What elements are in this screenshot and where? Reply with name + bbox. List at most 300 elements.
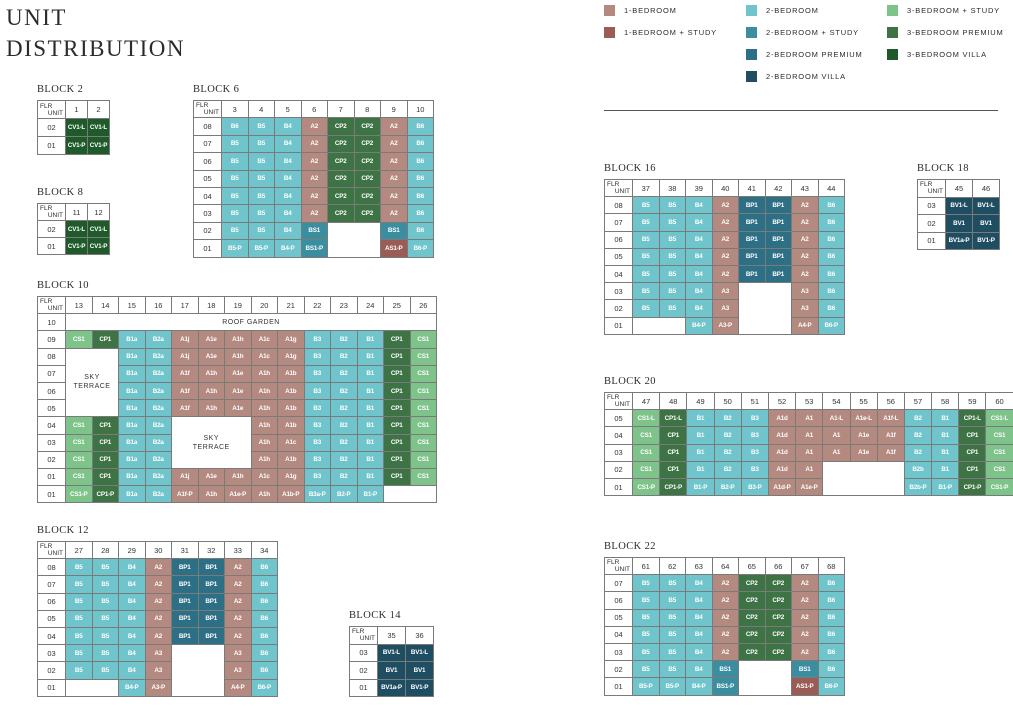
unit-type-cell: B2 bbox=[331, 434, 358, 451]
floor-label: 07 bbox=[38, 365, 66, 382]
unit-type-cell: A1 bbox=[823, 427, 850, 444]
unit-type-cell: B4 bbox=[119, 593, 146, 610]
block-table-b16 bbox=[604, 179, 845, 335]
unit-type-cell: BV1-L bbox=[973, 197, 1000, 215]
unit-type-cell: B4 bbox=[119, 662, 146, 679]
unit-type-cell: A2 bbox=[381, 135, 408, 152]
legend-item bbox=[746, 71, 846, 82]
table-row bbox=[350, 679, 434, 697]
unit-type-cell: B3 bbox=[304, 348, 331, 365]
unit-type-cell: B6 bbox=[251, 559, 278, 576]
unit-type-cell: B1 bbox=[357, 348, 384, 365]
unit-type-cell: BV1 bbox=[406, 662, 434, 680]
unit-type-cell: A1e bbox=[850, 427, 877, 444]
table-row bbox=[605, 197, 845, 214]
unit-type-cell: B2 bbox=[714, 461, 741, 478]
corner-unit-label: UNIT bbox=[47, 212, 63, 219]
unit-type-cell: B1a bbox=[119, 400, 146, 417]
empty-cell bbox=[172, 645, 225, 697]
unit-type-cell: B4 bbox=[119, 610, 146, 627]
floor-label: 03 bbox=[350, 644, 378, 662]
unit-type-cell: B2a bbox=[145, 365, 172, 382]
table-row bbox=[38, 662, 278, 679]
unit-type-cell: AS1-P bbox=[381, 240, 408, 257]
unit-type-cell: B1 bbox=[687, 427, 714, 444]
unit-type-cell: B3 bbox=[304, 331, 331, 348]
unit-type-cell: A2 bbox=[381, 187, 408, 204]
unit-type-cell: B6 bbox=[818, 214, 845, 231]
table-row bbox=[38, 137, 110, 155]
unit-type-cell: A1c bbox=[278, 434, 305, 451]
unit-type-cell: BS1 bbox=[301, 222, 328, 239]
unit-type-cell: B3-P bbox=[741, 478, 768, 495]
unit-type-cell: CS1 bbox=[410, 417, 437, 434]
floor-label: 01 bbox=[38, 486, 66, 503]
unit-type-cell: B5 bbox=[659, 626, 686, 643]
unit-type-cell: B4 bbox=[686, 300, 713, 317]
unit-type-cell: B5 bbox=[633, 283, 660, 300]
unit-type-cell: CS1 bbox=[633, 461, 660, 478]
unit-number-header: 45 bbox=[946, 180, 973, 198]
unit-type-cell: A3 bbox=[145, 662, 172, 679]
unit-type-cell: B4 bbox=[686, 248, 713, 265]
unit-number-header: 62 bbox=[659, 558, 686, 575]
legend-label: 1-BEDROOM bbox=[624, 6, 677, 15]
unit-type-cell: B5 bbox=[633, 609, 660, 626]
unit-type-cell: B5 bbox=[633, 661, 660, 678]
unit-number-header: 48 bbox=[660, 393, 687, 410]
unit-type-cell: B5 bbox=[92, 645, 119, 662]
unit-type-cell: A2 bbox=[792, 231, 819, 248]
unit-number-header: 68 bbox=[818, 558, 845, 575]
unit-type-cell: A2 bbox=[712, 592, 739, 609]
unit-type-cell: A1d bbox=[768, 461, 795, 478]
corner-floor-label: FLR bbox=[40, 543, 53, 551]
unit-number-header: 57 bbox=[904, 393, 931, 410]
unit-type-cell: CV1-P bbox=[88, 137, 110, 155]
unit-type-cell: A2 bbox=[301, 205, 328, 222]
corner-unit-label: UNIT bbox=[614, 188, 630, 196]
unit-type-cell: CP2 bbox=[739, 592, 766, 609]
unit-number-header: 39 bbox=[686, 180, 713, 197]
unit-type-cell: B6-P bbox=[818, 317, 845, 334]
unit-type-cell: A1b bbox=[278, 400, 305, 417]
floor-label: 04 bbox=[38, 627, 66, 644]
unit-type-cell: A1h bbox=[251, 417, 278, 434]
unit-type-cell: B5 bbox=[659, 283, 686, 300]
unit-number-header: 64 bbox=[712, 558, 739, 575]
table-row bbox=[605, 248, 845, 265]
unit-type-cell: A3 bbox=[792, 283, 819, 300]
unit-type-cell: BV1 bbox=[946, 215, 973, 233]
table-row bbox=[38, 238, 110, 255]
empty-cell bbox=[633, 317, 686, 334]
unit-type-cell: A4-P bbox=[792, 317, 819, 334]
unit-type-cell: A1e-L bbox=[850, 410, 877, 427]
unit-number-header: 21 bbox=[278, 297, 305, 314]
floor-label: 06 bbox=[38, 593, 66, 610]
floor-label: 07 bbox=[605, 575, 633, 592]
unit-type-cell: B5 bbox=[659, 643, 686, 660]
unit-type-cell: A1 bbox=[796, 461, 823, 478]
floor-label: 01 bbox=[38, 679, 66, 696]
floor-label: 08 bbox=[38, 559, 66, 576]
unit-type-cell: BP1 bbox=[765, 265, 792, 282]
unit-type-cell: B1 bbox=[932, 410, 959, 427]
unit-number-header: 67 bbox=[792, 558, 819, 575]
unit-type-cell: B6 bbox=[251, 662, 278, 679]
block-table-b14 bbox=[349, 626, 434, 697]
table-row bbox=[38, 627, 278, 644]
unit-number-header: 15 bbox=[119, 297, 146, 314]
unit-type-cell: B1a bbox=[119, 331, 146, 348]
unit-type-cell: B4-P bbox=[686, 317, 713, 334]
unit-type-cell: B2-P bbox=[714, 478, 741, 495]
unit-type-cell: A1f bbox=[877, 427, 904, 444]
unit-type-cell: B5 bbox=[633, 575, 660, 592]
unit-type-cell: CV1-L bbox=[88, 119, 110, 137]
unit-type-cell: B4 bbox=[686, 609, 713, 626]
unit-type-cell: B2-P bbox=[331, 486, 358, 503]
unit-type-cell: A1h bbox=[225, 348, 252, 365]
floor-label: 08 bbox=[194, 118, 222, 135]
unit-type-cell: B6 bbox=[818, 661, 845, 678]
unit-type-cell: CP1 bbox=[384, 468, 411, 485]
table-row bbox=[918, 197, 1000, 215]
block-title: BLOCK 12 bbox=[37, 525, 89, 536]
unit-type-cell: B4 bbox=[119, 645, 146, 662]
legend-swatch bbox=[746, 5, 757, 16]
legend-label: 3-BEDROOM PREMIUM bbox=[907, 28, 1004, 37]
unit-type-cell: A2 bbox=[145, 610, 172, 627]
unit-type-cell: B3a-P bbox=[304, 486, 331, 503]
unit-type-cell: A3 bbox=[792, 300, 819, 317]
unit-type-cell: BP1 bbox=[172, 593, 199, 610]
unit-type-cell: BP1 bbox=[198, 627, 225, 644]
unit-number-header: 56 bbox=[877, 393, 904, 410]
floor-label: 04 bbox=[605, 626, 633, 643]
unit-type-cell: A1f bbox=[877, 444, 904, 461]
unit-type-cell: B5 bbox=[659, 609, 686, 626]
unit-type-cell: B5 bbox=[222, 205, 249, 222]
floor-label: 02 bbox=[918, 215, 946, 233]
floor-label: 01 bbox=[605, 678, 633, 695]
unit-type-cell: CS1 bbox=[410, 348, 437, 365]
corner-unit-label: UNIT bbox=[47, 109, 63, 117]
unit-type-cell: CP1-L bbox=[660, 410, 687, 427]
floor-label: 04 bbox=[194, 187, 222, 204]
table-row bbox=[918, 215, 1000, 233]
floor-label: 01 bbox=[38, 137, 66, 155]
floor-label: 09 bbox=[38, 331, 66, 348]
page-title-line-2: DISTRIBUTION bbox=[6, 36, 185, 61]
unit-type-cell: BV1-L bbox=[406, 644, 434, 662]
unit-number-header: 42 bbox=[765, 180, 792, 197]
floor-label: 03 bbox=[194, 205, 222, 222]
unit-type-cell: CP2 bbox=[328, 153, 355, 170]
unit-type-cell: A2 bbox=[712, 214, 739, 231]
block-table-b22 bbox=[604, 557, 845, 696]
unit-type-cell: A1j bbox=[172, 468, 199, 485]
table-row bbox=[38, 348, 437, 365]
unit-type-cell: B5 bbox=[248, 187, 275, 204]
unit-type-cell: A2 bbox=[792, 643, 819, 660]
floor-label: 02 bbox=[350, 662, 378, 680]
unit-type-cell: B2 bbox=[331, 400, 358, 417]
unit-type-cell: B2a bbox=[145, 434, 172, 451]
unit-type-cell: CP2 bbox=[328, 205, 355, 222]
table-row bbox=[605, 661, 845, 678]
table-row bbox=[605, 461, 1013, 478]
unit-type-cell: CS1 bbox=[633, 444, 660, 461]
unit-number-header: 1 bbox=[66, 101, 88, 119]
unit-type-cell: BV1-P bbox=[406, 679, 434, 697]
unit-type-cell: CS1 bbox=[66, 434, 93, 451]
unit-type-cell: B2 bbox=[714, 427, 741, 444]
unit-type-cell: CP1 bbox=[92, 434, 119, 451]
unit-number-header: 5 bbox=[275, 101, 302, 118]
table-row bbox=[605, 265, 845, 282]
unit-type-cell: CP1 bbox=[92, 331, 119, 348]
unit-number-header: 32 bbox=[198, 542, 225, 559]
unit-type-cell: B1 bbox=[357, 400, 384, 417]
unit-type-cell: A1e bbox=[198, 348, 225, 365]
table-row bbox=[350, 662, 434, 680]
corner-floor-label: FLR bbox=[607, 394, 620, 402]
unit-type-cell: B5 bbox=[633, 248, 660, 265]
unit-type-cell: B2a bbox=[145, 400, 172, 417]
empty-cell bbox=[66, 679, 119, 696]
unit-type-cell: CV1-L bbox=[66, 119, 88, 137]
unit-type-cell: BP1 bbox=[765, 197, 792, 214]
unit-type-cell: B5 bbox=[92, 559, 119, 576]
unit-type-cell: A1 bbox=[796, 427, 823, 444]
unit-type-cell: B6 bbox=[251, 645, 278, 662]
unit-type-cell: B5 bbox=[222, 153, 249, 170]
unit-type-cell: CS1 bbox=[66, 331, 93, 348]
unit-type-cell: B1 bbox=[687, 410, 714, 427]
unit-type-cell: CP1 bbox=[92, 417, 119, 434]
unit-type-cell: B5 bbox=[633, 626, 660, 643]
unit-number-header: 29 bbox=[119, 542, 146, 559]
corner-header bbox=[605, 558, 633, 575]
table-row bbox=[38, 645, 278, 662]
empty-cell bbox=[384, 486, 437, 503]
table-row bbox=[194, 240, 434, 257]
unit-type-cell: BP1 bbox=[739, 231, 766, 248]
unit-number-header: 33 bbox=[225, 542, 252, 559]
unit-type-cell: CS1 bbox=[66, 451, 93, 468]
unit-type-cell: B3 bbox=[741, 410, 768, 427]
unit-type-cell: B4 bbox=[686, 626, 713, 643]
legend-item bbox=[746, 5, 819, 16]
unit-number-header: 27 bbox=[66, 542, 93, 559]
unit-type-cell: A1h bbox=[251, 382, 278, 399]
unit-type-cell: A1h bbox=[198, 486, 225, 503]
table-row bbox=[194, 135, 434, 152]
unit-number-header: 11 bbox=[66, 204, 88, 221]
unit-number-header: 34 bbox=[251, 542, 278, 559]
unit-type-cell: B6 bbox=[818, 283, 845, 300]
unit-type-cell: CP2 bbox=[354, 118, 381, 135]
floor-label: 08 bbox=[38, 348, 66, 365]
unit-type-cell: B4 bbox=[275, 153, 302, 170]
unit-type-cell: A1h bbox=[251, 451, 278, 468]
unit-type-cell: B1-P bbox=[357, 486, 384, 503]
unit-type-cell: B1a bbox=[119, 451, 146, 468]
unit-type-cell: A1c bbox=[251, 468, 278, 485]
unit-type-cell: CV1-L bbox=[66, 221, 88, 238]
legend-item bbox=[887, 5, 1000, 16]
unit-type-cell: B3 bbox=[304, 434, 331, 451]
floor-label: 01 bbox=[350, 679, 378, 697]
floor-label: 07 bbox=[194, 135, 222, 152]
unit-type-cell: A1h bbox=[225, 468, 252, 485]
unit-type-cell: A1 bbox=[796, 410, 823, 427]
unit-number-header: 9 bbox=[381, 101, 408, 118]
unit-type-cell: B6 bbox=[818, 592, 845, 609]
unit-type-cell: CP1 bbox=[384, 417, 411, 434]
unit-type-cell: A2 bbox=[145, 559, 172, 576]
block-title: BLOCK 16 bbox=[604, 163, 656, 174]
unit-type-cell: A1e-P bbox=[796, 478, 823, 495]
unit-type-cell: B2 bbox=[331, 382, 358, 399]
unit-type-cell: A2 bbox=[712, 248, 739, 265]
table-row bbox=[38, 679, 278, 696]
unit-type-cell: B6 bbox=[407, 187, 434, 204]
floor-label: 10 bbox=[38, 314, 66, 331]
unit-type-cell: CV1-L bbox=[88, 221, 110, 238]
unit-type-cell: B1a bbox=[119, 348, 146, 365]
unit-type-cell: CP1 bbox=[660, 461, 687, 478]
unit-type-cell: B1 bbox=[357, 417, 384, 434]
legend bbox=[604, 5, 1004, 91]
legend-item bbox=[746, 27, 859, 38]
unit-type-cell: B5 bbox=[633, 265, 660, 282]
legend-label: 1-BEDROOM + STUDY bbox=[624, 28, 717, 37]
unit-number-header: 59 bbox=[959, 393, 986, 410]
unit-type-cell: CV1-P bbox=[66, 238, 88, 255]
unit-type-cell: B5-P bbox=[248, 240, 275, 257]
unit-type-cell: CV1-P bbox=[66, 137, 88, 155]
unit-type-cell: BS1 bbox=[381, 222, 408, 239]
unit-type-cell: B5 bbox=[66, 593, 93, 610]
unit-type-cell: A2 bbox=[792, 592, 819, 609]
unit-type-cell: CP1 bbox=[92, 451, 119, 468]
table-row bbox=[605, 609, 845, 626]
corner-unit-label: UNIT bbox=[47, 550, 63, 558]
unit-type-cell: BP1 bbox=[198, 610, 225, 627]
unit-type-cell: CP1 bbox=[92, 468, 119, 485]
unit-number-header: 2 bbox=[88, 101, 110, 119]
unit-type-cell: B2 bbox=[331, 468, 358, 485]
unit-type-cell: B1 bbox=[357, 382, 384, 399]
unit-type-cell: CP1 bbox=[384, 434, 411, 451]
unit-number-header: 17 bbox=[172, 297, 199, 314]
unit-type-cell: A2 bbox=[225, 627, 252, 644]
unit-number-header: 16 bbox=[145, 297, 172, 314]
table-row bbox=[38, 221, 110, 238]
unit-type-cell: B5 bbox=[248, 153, 275, 170]
unit-type-cell: BS1-P bbox=[301, 240, 328, 257]
corner-header bbox=[38, 297, 66, 314]
unit-type-cell: BP1 bbox=[765, 214, 792, 231]
unit-type-cell: A3 bbox=[225, 645, 252, 662]
unit-type-cell: BP1 bbox=[172, 559, 199, 576]
unit-type-cell: CS1-P bbox=[633, 478, 660, 495]
floor-label: 03 bbox=[918, 197, 946, 215]
unit-type-cell: CP1 bbox=[384, 400, 411, 417]
unit-type-cell: CS1 bbox=[410, 451, 437, 468]
unit-type-cell: A2 bbox=[225, 559, 252, 576]
unit-type-cell: BP1 bbox=[765, 231, 792, 248]
floor-label: 04 bbox=[605, 265, 633, 282]
legend-swatch bbox=[604, 5, 615, 16]
table-row bbox=[605, 231, 845, 248]
unit-type-cell: B6 bbox=[818, 197, 845, 214]
unit-type-cell: B5 bbox=[633, 643, 660, 660]
unit-type-cell: CP1 bbox=[959, 461, 986, 478]
table-row bbox=[605, 410, 1013, 427]
table-row bbox=[605, 214, 845, 231]
unit-type-cell: A2 bbox=[792, 214, 819, 231]
corner-header bbox=[350, 627, 378, 645]
corner-unit-label: UNIT bbox=[614, 566, 630, 574]
unit-number-header: 47 bbox=[633, 393, 660, 410]
unit-type-cell: B2a bbox=[145, 451, 172, 468]
empty-cell bbox=[823, 461, 905, 495]
unit-type-cell: A2 bbox=[301, 170, 328, 187]
unit-type-cell: B1a bbox=[119, 382, 146, 399]
table-row bbox=[194, 222, 434, 239]
floor-label: 07 bbox=[605, 214, 633, 231]
unit-type-cell: CS1 bbox=[66, 468, 93, 485]
unit-type-cell: A2 bbox=[792, 248, 819, 265]
unit-type-cell: B5 bbox=[659, 592, 686, 609]
unit-type-cell: B2 bbox=[904, 444, 931, 461]
page-title-line-1: UNIT bbox=[6, 5, 67, 30]
unit-number-header: 66 bbox=[765, 558, 792, 575]
unit-type-cell: B5 bbox=[248, 222, 275, 239]
floor-label: 02 bbox=[605, 300, 633, 317]
unit-type-cell: A3 bbox=[225, 662, 252, 679]
unit-number-header: 35 bbox=[378, 627, 406, 645]
unit-type-cell: B1a bbox=[119, 417, 146, 434]
floor-label: 05 bbox=[38, 400, 66, 417]
unit-type-cell: A1b bbox=[278, 451, 305, 468]
unit-type-cell: B3 bbox=[304, 417, 331, 434]
block-title: BLOCK 14 bbox=[349, 610, 401, 621]
unit-type-cell: BV1a-P bbox=[378, 679, 406, 697]
unit-number-header: 61 bbox=[633, 558, 660, 575]
unit-type-cell: B4 bbox=[686, 231, 713, 248]
unit-type-cell: B6-P bbox=[407, 240, 434, 257]
floor-label: 02 bbox=[605, 461, 633, 478]
unit-type-cell: A2 bbox=[712, 643, 739, 660]
unit-type-cell: A2 bbox=[145, 576, 172, 593]
unit-type-cell: CP2 bbox=[765, 643, 792, 660]
floor-label: 06 bbox=[194, 153, 222, 170]
legend-item bbox=[604, 5, 677, 16]
floor-label: 05 bbox=[605, 609, 633, 626]
unit-number-header: 52 bbox=[768, 393, 795, 410]
unit-type-cell: A1h bbox=[198, 382, 225, 399]
unit-type-cell: B5 bbox=[659, 265, 686, 282]
unit-type-cell: B6 bbox=[407, 222, 434, 239]
page-title bbox=[6, 2, 185, 64]
corner-unit-label: UNIT bbox=[203, 109, 219, 117]
unit-type-cell: BP1 bbox=[172, 576, 199, 593]
